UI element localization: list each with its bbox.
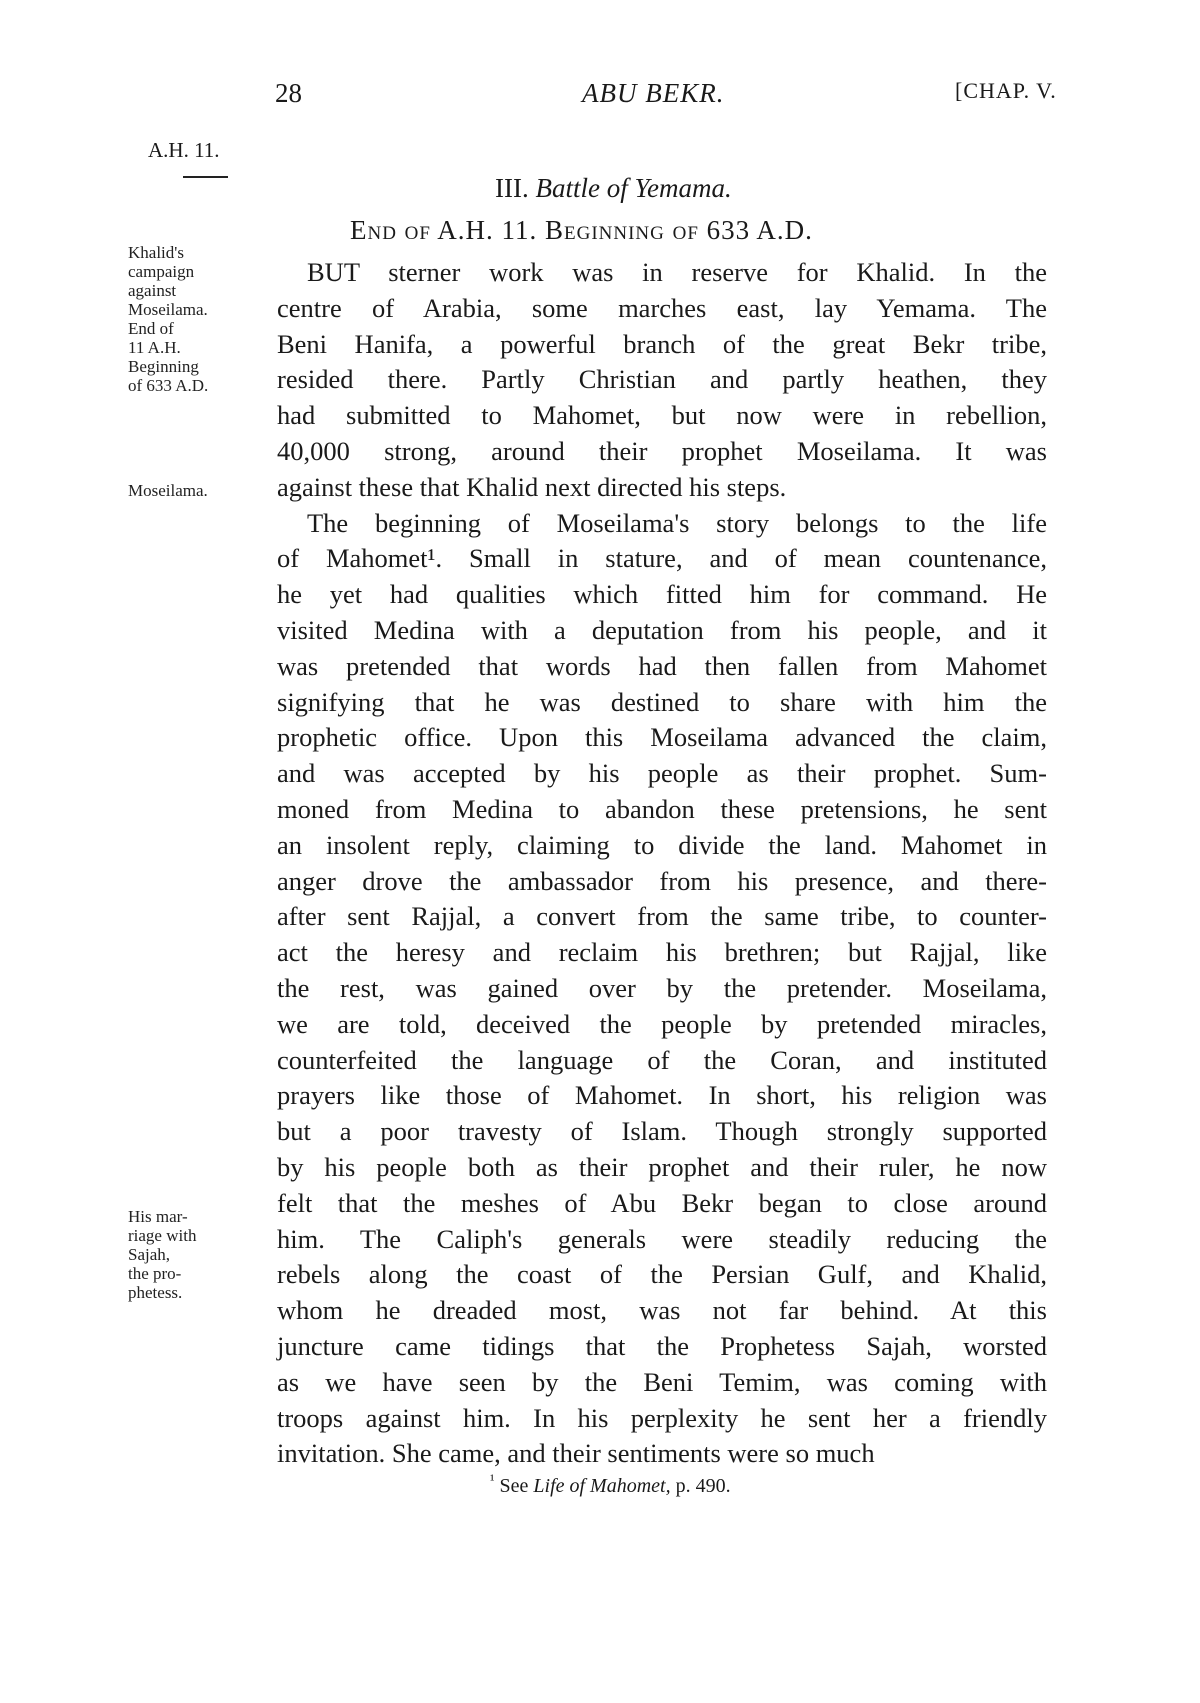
year-label: A.H. 11. [148, 138, 220, 162]
body-line: invitation. She came, and their sentiments were so much [277, 1438, 875, 1469]
body-line: an insolent reply, claiming to divide the land. Mahomet in [277, 829, 1047, 860]
body-line: The beginning of Moseilama's story belongs to the life [307, 507, 1047, 538]
body-line: moned from Medina to abandon these pretensions, he sent [277, 793, 1047, 824]
body-line: centre of Arabia, some marches east, lay Yemama. The [277, 292, 1047, 323]
footnote-book-title: Life of Mahomet, [533, 1475, 671, 1497]
section-subtitle: End of A.H. 11. Beginning of 633 A.D. [350, 215, 813, 245]
body-line: was pretended that words had then fallen from Mahomet [277, 650, 1047, 681]
body-line: he yet had qualities which fitted him for command. He [277, 579, 1047, 610]
footnote-prefix: See [499, 1475, 529, 1497]
body-text [277, 255, 1047, 1472]
footnote-page: p. 490. [675, 1475, 731, 1497]
sidenote-marriage: His mar- riage with Sajah, the pro- phetess. [128, 1207, 197, 1302]
footnote-marker: ¹ [490, 1472, 495, 1489]
body-line: troops against him. In his perplexity he sent her a friendly [277, 1402, 1047, 1433]
body-line: but a poor travesty of Islam. Though strongly supported [277, 1116, 1047, 1147]
page-number: 28 [275, 78, 302, 108]
body-line: felt that the meshes of Abu Bekr began to close around [277, 1187, 1047, 1218]
body-line: juncture came tidings that the Prophetess Sajah, worsted [277, 1330, 1047, 1361]
body-line: prayers like those of Mahomet. In short, his religion was [277, 1080, 1047, 1111]
chapter-reference: [CHAP. V. [955, 78, 1057, 103]
body-line: signifying that he was destined to share with him the [277, 686, 1047, 717]
body-line: BUT sterner work was in reserve for Khalid. In the [307, 257, 1047, 287]
body-line: and was accepted by his people as their prophet. Sum- [277, 758, 1047, 789]
body-line: whom he dreaded most, was not far behind. At this [277, 1295, 1047, 1326]
body-line: we are told, deceived the people by pretended miracles, [277, 1008, 1047, 1039]
body-line: by his people both as their prophet and their ruler, he now [277, 1151, 1047, 1182]
body-line: visited Medina with a deputation from his people, and it [277, 614, 1047, 645]
sidenote-moseilama: Moseilama. [128, 481, 208, 500]
section-title [495, 173, 732, 204]
body-line: act the heresy and reclaim his brethren; but Rajjal, like [277, 937, 1047, 968]
body-line: resided there. Partly Christian and partly heathen, they [277, 364, 1047, 395]
body-line: against these that Khalid next directed his steps. [277, 471, 787, 502]
body-line: the rest, was gained over by the pretender. Moseilama, [277, 972, 1047, 1003]
sidenote-khalid-campaign: Khalid's campaign against Moseilama. End of 11 A.H. Beginning of 633 A.D. [128, 243, 209, 395]
body-line: as we have seen by the Beni Temim, was coming with [277, 1366, 1047, 1397]
body-line: of Mahomet¹. Small in stature, and of mean countenance, [277, 543, 1047, 574]
body-line: rebels along the coast of the Persian Gulf, and Khalid, [277, 1259, 1047, 1290]
running-title: ABU BEKR. [582, 78, 725, 108]
body-line: 40,000 strong, around their prophet Moseilama. It was [277, 435, 1047, 466]
body-line: after sent Rajjal, a convert from the same tribe, to counter- [277, 901, 1047, 932]
body-line: him. The Caliph's generals were steadily reducing the [277, 1223, 1047, 1254]
body-line: Beni Hanifa, a powerful branch of the great Bekr tribe, [277, 328, 1047, 359]
section-number: III. [495, 173, 529, 203]
section-title-text: Battle of Yemama. [535, 173, 732, 203]
body-line: had submitted to Mahomet, but now were in rebellion, [277, 400, 1047, 431]
body-line: prophetic office. Upon this Moseilama advanced the claim, [277, 722, 1047, 753]
body-line: counterfeited the language of the Coran, and instituted [277, 1044, 1047, 1075]
year-rule [183, 176, 228, 178]
footnote [490, 1472, 731, 1498]
body-line: anger drove the ambassador from his presence, and there- [277, 865, 1047, 896]
